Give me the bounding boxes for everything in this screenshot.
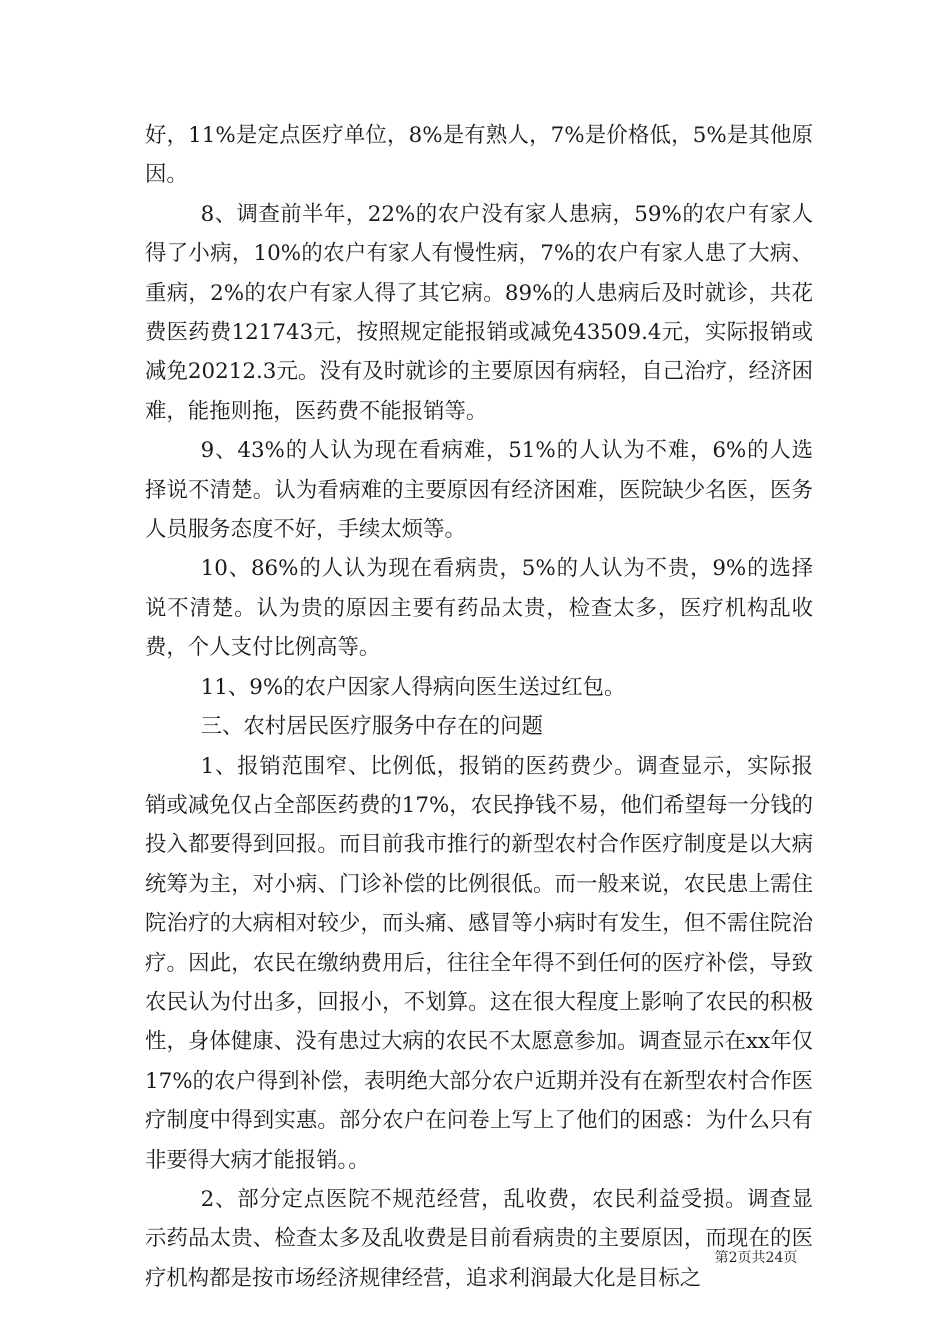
paragraph-problem-2: 2、部分定点医院不规范经营，乱收费，农民利益受损。调查显示药品太贵、检查太多及乱收费是目前看病贵的主要原因，而现在的医疗机构都是按市场经济规律经营，追求利润最大化是目标之: [145, 1186, 813, 1291]
page-footer: [0, 1249, 950, 1267]
paragraph-item-9: 9、43%的人认为现在看病难，51%的人认为不难，6%的人选择说不清楚。认为看病难的主要原因有经济困难，医院缺少名医，医务人员服务态度不好，手续太烦等。: [145, 438, 813, 543]
section-heading-3: 三、农村居民医疗服务中存在的问题: [200, 714, 543, 740]
body-text: [145, 116, 813, 1298]
paragraph-item-8: 8、调查前半年，22%的农户没有家人患病，59%的农户有家人得了小病，10%的农户有家人有慢性病，7%的农户有家人患了大病、重病，2%的农户有家人得了其它病。89%的人患病后及时就诊，共花费医药费121743元，按照规定能报销或减免43509.4元，实际报销或减免20212.3元。没有及时就诊的主要原因有病轻，自己治疗，经济困难，能拖则拖，医药费不能报销等。: [145, 201, 813, 424]
page-number: 第2页共24页: [714, 1250, 798, 1266]
paragraph-item-10: 10、86%的人认为现在看病贵，5%的人认为不贵，9%的选择说不清楚。认为贵的原因主要有药品太贵，检查太多，医疗机构乱收费，个人支付比例高等。: [145, 556, 813, 661]
paragraph-continuation: 好，11%是定点医疗单位，8%是有熟人，7%是价格低，5%是其他原因。: [145, 123, 813, 188]
paragraph-problem-1: 1、报销范围窄、比例低，报销的医药费少。调查显示，实际报销或减免仅占全部医药费的17%，农民挣钱不易，他们希望每一分钱的投入都要得到回报。而目前我市推行的新型农村合作医疗制度是以大病统筹为主，对小病、门诊补偿的比例很低。而一般来说，农民患上需住院治疗的大病相对较少，而头痛、感冒等小病时有发生，但不需住院治疗。因此，农民在缴纳费用后，往往全年得不到任何的医疗补偿，导致农民认为付出多，回报小，不划算。这在很大程度上影响了农民的积极性，身体健康、没有患过大病的农民不太愿意参加。调查显示在xx年仅17%的农户得到补偿，表明绝大部分农户近期并没有在新型农村合作医疗制度中得到实惠。部分农户在问卷上写上了他们的困惑：为什么只有非要得大病才能报销。。: [145, 753, 813, 1173]
paragraph-item-11: 11、9%的农户因家人得病向医生送过红包。: [200, 674, 626, 700]
